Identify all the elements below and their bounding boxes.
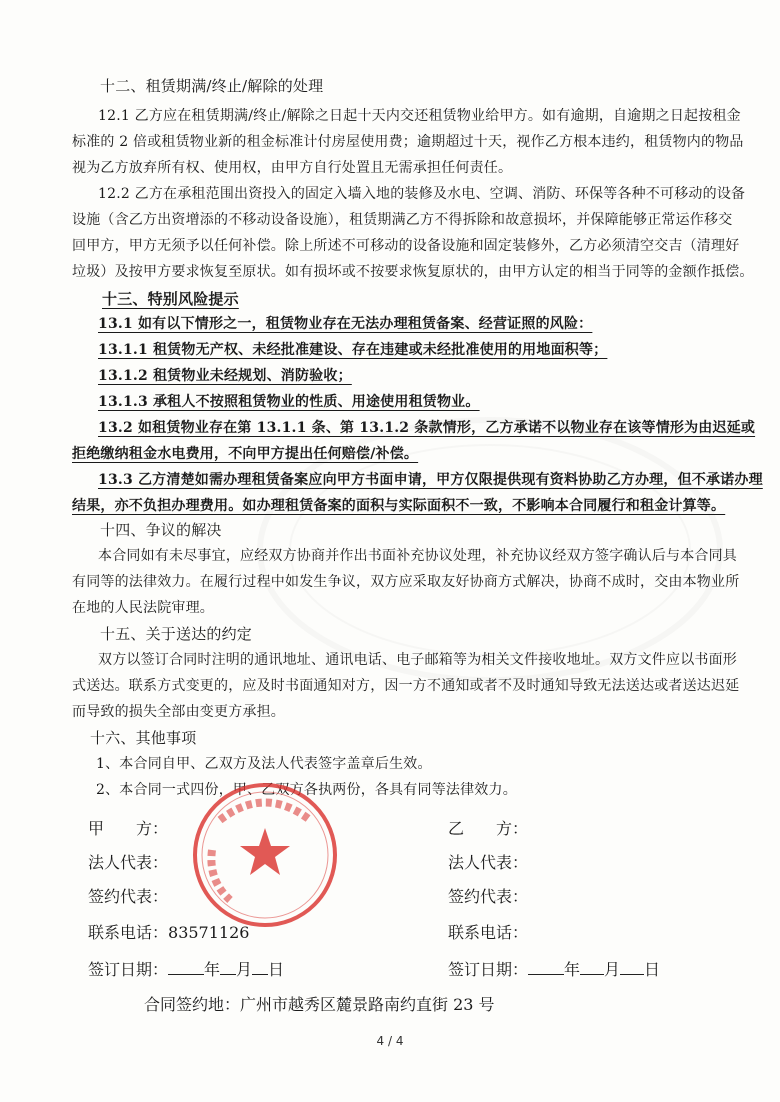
clause-line: 1、本合同自甲、乙双方及法人代表签字盖章后生效。 xyxy=(96,756,432,772)
phone-label: 联系电话： xyxy=(88,923,169,942)
year-blank xyxy=(168,958,204,975)
phone-value: 83571126 xyxy=(168,923,250,942)
risk-line: 13.1.1 租赁物无产权、未经批准建设、存在违建或未经批准使用的用地面积等； xyxy=(98,342,608,358)
section-15-title: 十五、关于送达的约定 xyxy=(100,625,253,643)
party-b-signing-rep-label: 签约代表： xyxy=(448,887,529,906)
month-blank xyxy=(580,958,604,975)
page-number: 4 / 4 xyxy=(376,1034,404,1048)
date-label: 签订日期： xyxy=(448,960,529,979)
clause-line: 双方以签订合同时注明的通讯地址、通讯电话、电子邮箱等为相关文件接收地址。双方文件应以书面形 xyxy=(98,652,737,668)
party-a-legal-rep-label: 法人代表： xyxy=(88,853,169,872)
risk-line: 13.1 如有以下情形之一，租赁物业存在无法办理租赁备案、经营证照的风险： xyxy=(98,316,593,332)
risk-line: 13.3 乙方清楚如需办理租赁备案应向甲方书面申请，甲方仅限提供现有资料协助乙方办理，但不承诺办理 xyxy=(98,472,763,488)
date-label: 签订日期： xyxy=(88,960,169,979)
day-blank xyxy=(252,958,268,975)
year-label: 年 xyxy=(564,960,581,979)
party-b-legal-rep-label: 法人代表： xyxy=(448,853,529,872)
year-blank xyxy=(528,958,564,975)
risk-line: 13.1.3 承租人不按照租赁物业的性质、用途使用租赁物业。 xyxy=(98,394,480,410)
party-b-phone-label: 联系电话： xyxy=(448,923,529,942)
party-b-date xyxy=(448,958,660,981)
party-a-label: 甲 方： xyxy=(88,819,169,838)
section-12-title: 十二、租赁期满/终止/解除的处理 xyxy=(100,77,324,95)
party-b-label: 乙 方： xyxy=(448,819,529,838)
clause-line: 12.1 乙方应在租赁期满/终止/解除之日起十天内交还租赁物业给甲方。如有逾期，自逾期之日起按租金 xyxy=(98,108,741,124)
day-label: 日 xyxy=(644,960,661,979)
section-16-title: 十六、其他事项 xyxy=(90,729,197,747)
clause-line: 本合同如有未尽事宜，应经双方协商并作出书面补充协议处理，补充协议经双方签字确认后与本合同具 xyxy=(98,548,737,564)
clause-line: 2、本合同一式四份，甲、乙双方各执两份，各具有同等法律效力。 xyxy=(96,782,517,798)
clause-line: 式送达。联系方式变更的，应及时书面通知对方，因一方不通知或者不及时通知导致无法送达或者送达迟延 xyxy=(72,678,740,694)
clause-line: 在地的人民法院审理。 xyxy=(72,600,214,616)
clause-line: 标准的 2 倍或租赁物业新的租金标准计付房屋使用费；逾期超过十天，视作乙方根本违约，租赁物内的物品 xyxy=(72,134,744,150)
company-seal-icon xyxy=(190,780,340,930)
section-14-title: 十四、争议的解决 xyxy=(100,521,222,539)
clause-line: 视为乙方放弃所有权、使用权，由甲方自行处置且无需承担任何责任。 xyxy=(72,160,513,176)
month-label: 月 xyxy=(604,960,621,979)
risk-line: 13.1.2 租赁物业未经规划、消防验收； xyxy=(98,368,352,384)
party-a-phone xyxy=(88,922,249,944)
party-a-signing-rep-label: 签约代表： xyxy=(88,887,169,906)
day-blank xyxy=(620,958,644,975)
clause-line: 垃圾）及按甲方要求恢复至原状。如有损坏或不按要求恢复原状的，由甲方认定的相当于同等的金额作抵偿。 xyxy=(72,264,754,280)
section-13-title: 十三、特别风险提示 xyxy=(102,290,239,308)
clause-line: 有同等的法律效力。在履行过程中如发生争议，双方应采取友好协商方式解决，协商不成时，交由本物业所 xyxy=(72,574,740,590)
clause-line: 回甲方，甲方无须予以任何补偿。除上所述不可移动的设备设施和固定装修外，乙方必须清空交吉（清理好 xyxy=(72,238,740,254)
risk-line: 结果，亦不负担办理费用。如办理租赁备案的面积与实际面积不一致，不影响本合同履行和租金计算等。 xyxy=(72,498,726,514)
day-label: 日 xyxy=(268,960,285,979)
signing-place: 合同签约地：广州市越秀区麓景路南约直街 23 号 xyxy=(144,995,495,1014)
party-a-date xyxy=(88,958,284,981)
risk-line: 13.2 如租赁物业存在第 13.1.1 条、第 13.1.2 条款情形，乙方承诺不以物业存在该等情形为由迟延或 xyxy=(98,420,756,436)
month-label: 月 xyxy=(236,960,253,979)
month-blank xyxy=(220,958,236,975)
clause-line: 12.2 乙方在承租范围出资投入的固定入墙入地的装修及水电、空调、消防、环保等各种不可移动的设备 xyxy=(98,186,746,202)
clause-line: 设施（含乙方出资增添的不移动设备设施），租赁期满乙方不得拆除和故意损坏，并保障能够正常运作移交 xyxy=(72,212,733,228)
year-label: 年 xyxy=(204,960,221,979)
clause-line: 而导致的损失全部由变更方承担。 xyxy=(72,704,285,720)
risk-line: 拒绝缴纳租金水电费用，不向甲方提出任何赔偿/补偿。 xyxy=(72,446,419,462)
